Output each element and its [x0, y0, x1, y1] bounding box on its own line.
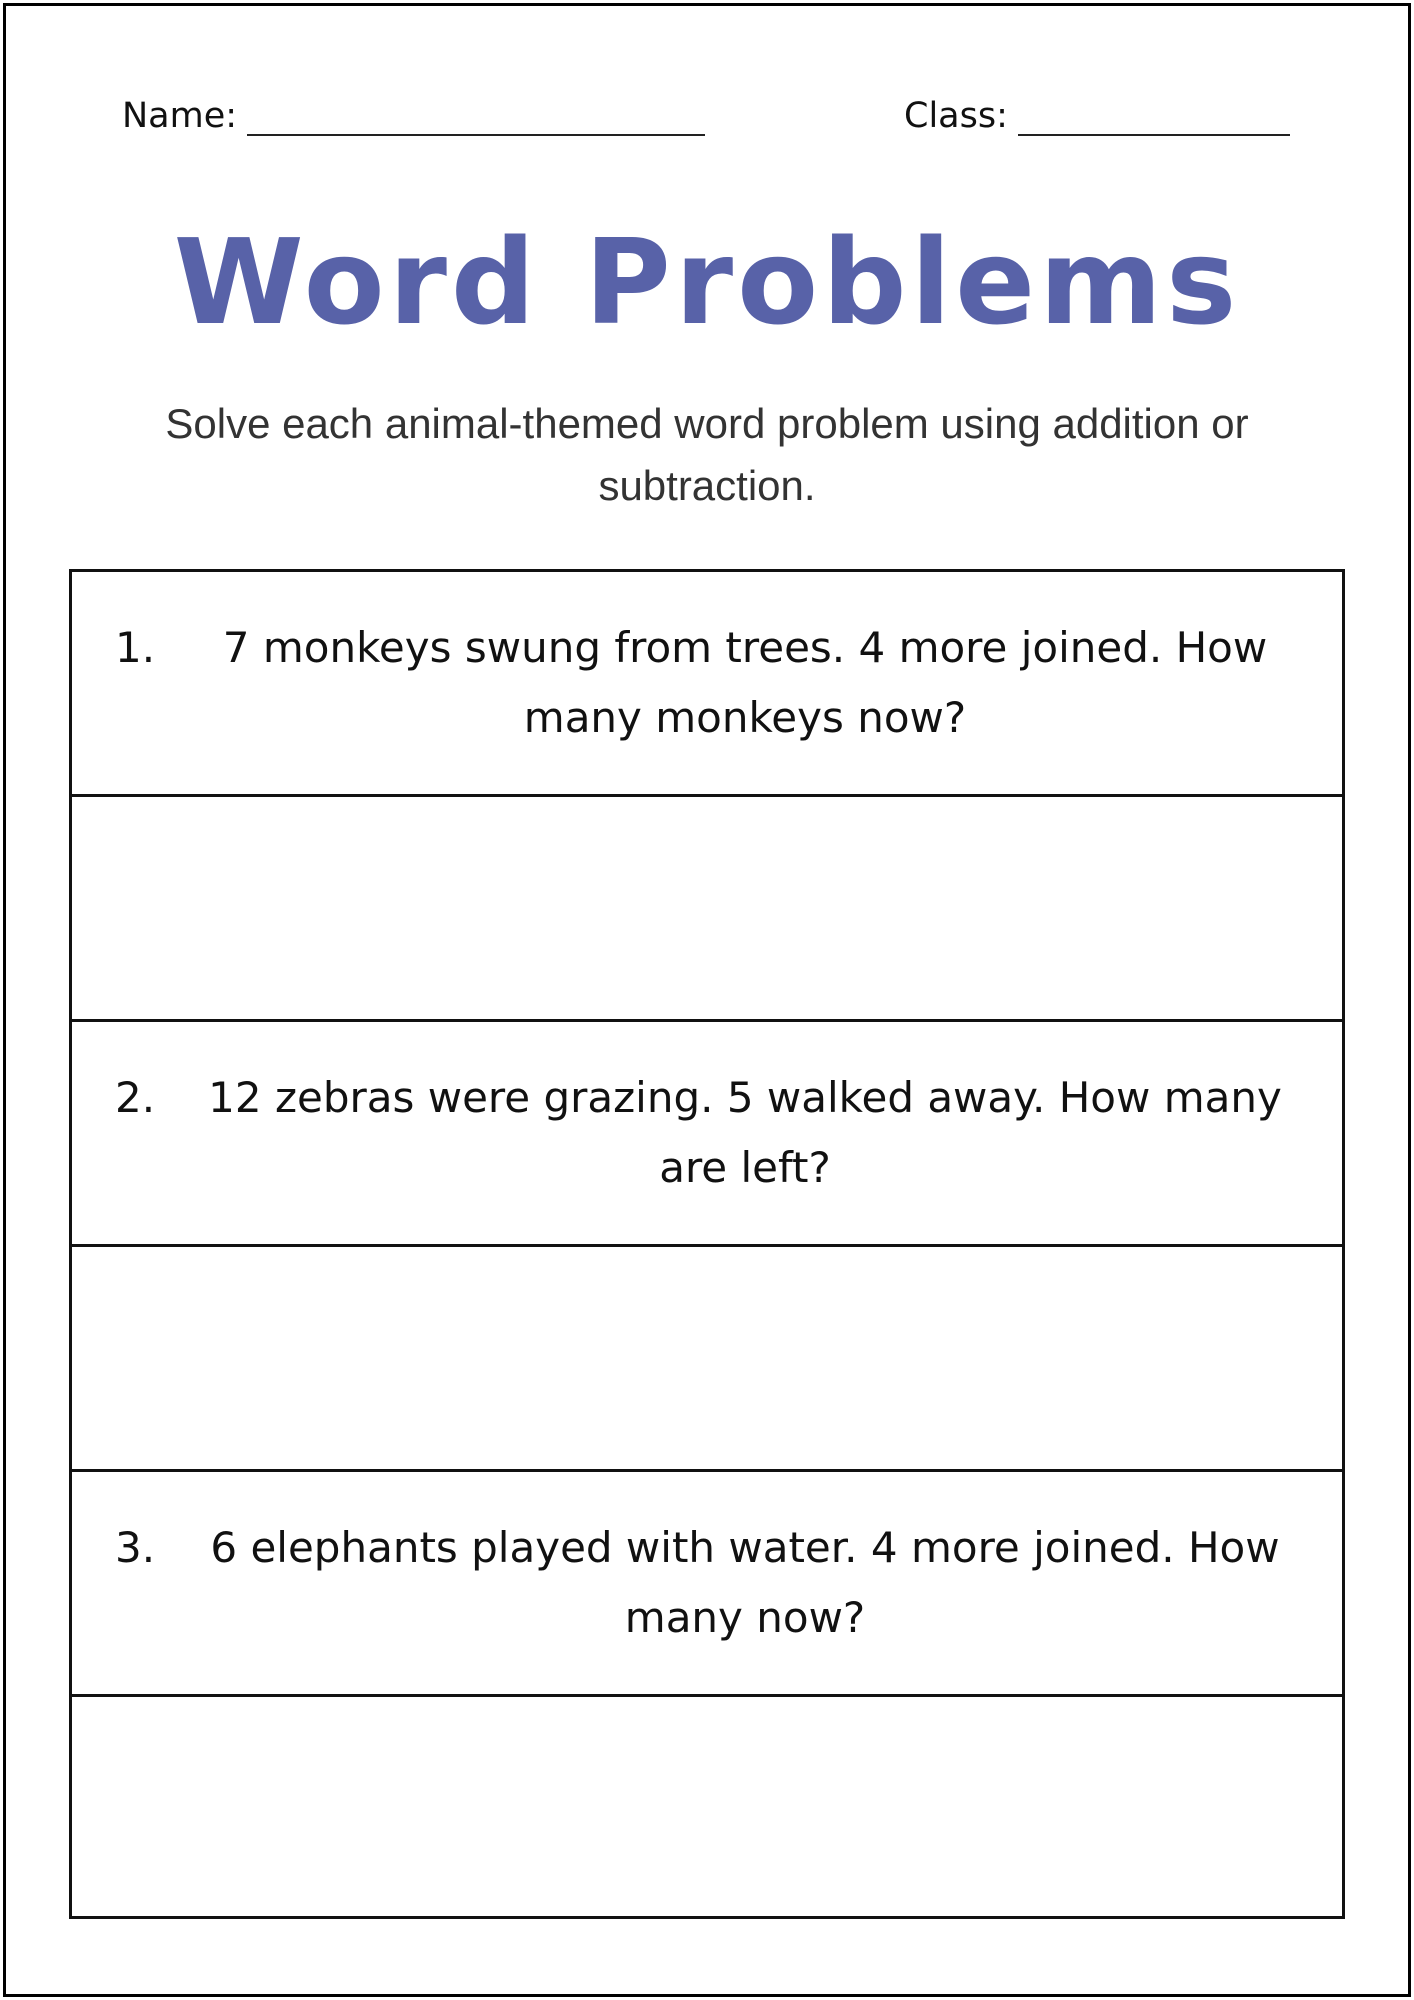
problem-3 [107, 1513, 1307, 1653]
problem-3-number: 3. [115, 1523, 156, 1572]
answer-area-1[interactable] [72, 794, 1342, 1019]
problem-3-row [72, 1469, 1342, 1694]
problem-3-text: 6 elephants played with water. 4 more joined. How many now? [210, 1523, 1280, 1642]
problem-2-number: 2. [115, 1073, 156, 1122]
answer-area-3[interactable] [72, 1694, 1342, 1916]
problem-table [69, 569, 1345, 1919]
class-label: Class: [904, 96, 1008, 136]
problem-2-row [72, 1019, 1342, 1244]
class-field [904, 86, 1290, 136]
class-blank-line[interactable] [1018, 94, 1290, 136]
problem-2 [107, 1063, 1307, 1203]
problem-2-text: 12 zebras were grazing. 5 walked away. How many are left? [208, 1073, 1282, 1192]
name-field [122, 86, 705, 136]
name-label: Name: [122, 96, 238, 136]
problem-1 [107, 613, 1307, 753]
problem-1-number: 1. [115, 623, 156, 672]
worksheet-header [0, 86, 1414, 146]
name-blank-line[interactable] [247, 94, 705, 136]
instructions: Solve each animal-themed word problem using addition or subtraction. [165, 400, 1249, 509]
problem-1-text: 7 monkeys swung from trees. 4 more joined. How many monkeys now? [222, 623, 1268, 742]
page-title: Word Problems [173, 213, 1241, 351]
answer-area-2[interactable] [72, 1244, 1342, 1469]
problem-1-row [72, 572, 1342, 794]
